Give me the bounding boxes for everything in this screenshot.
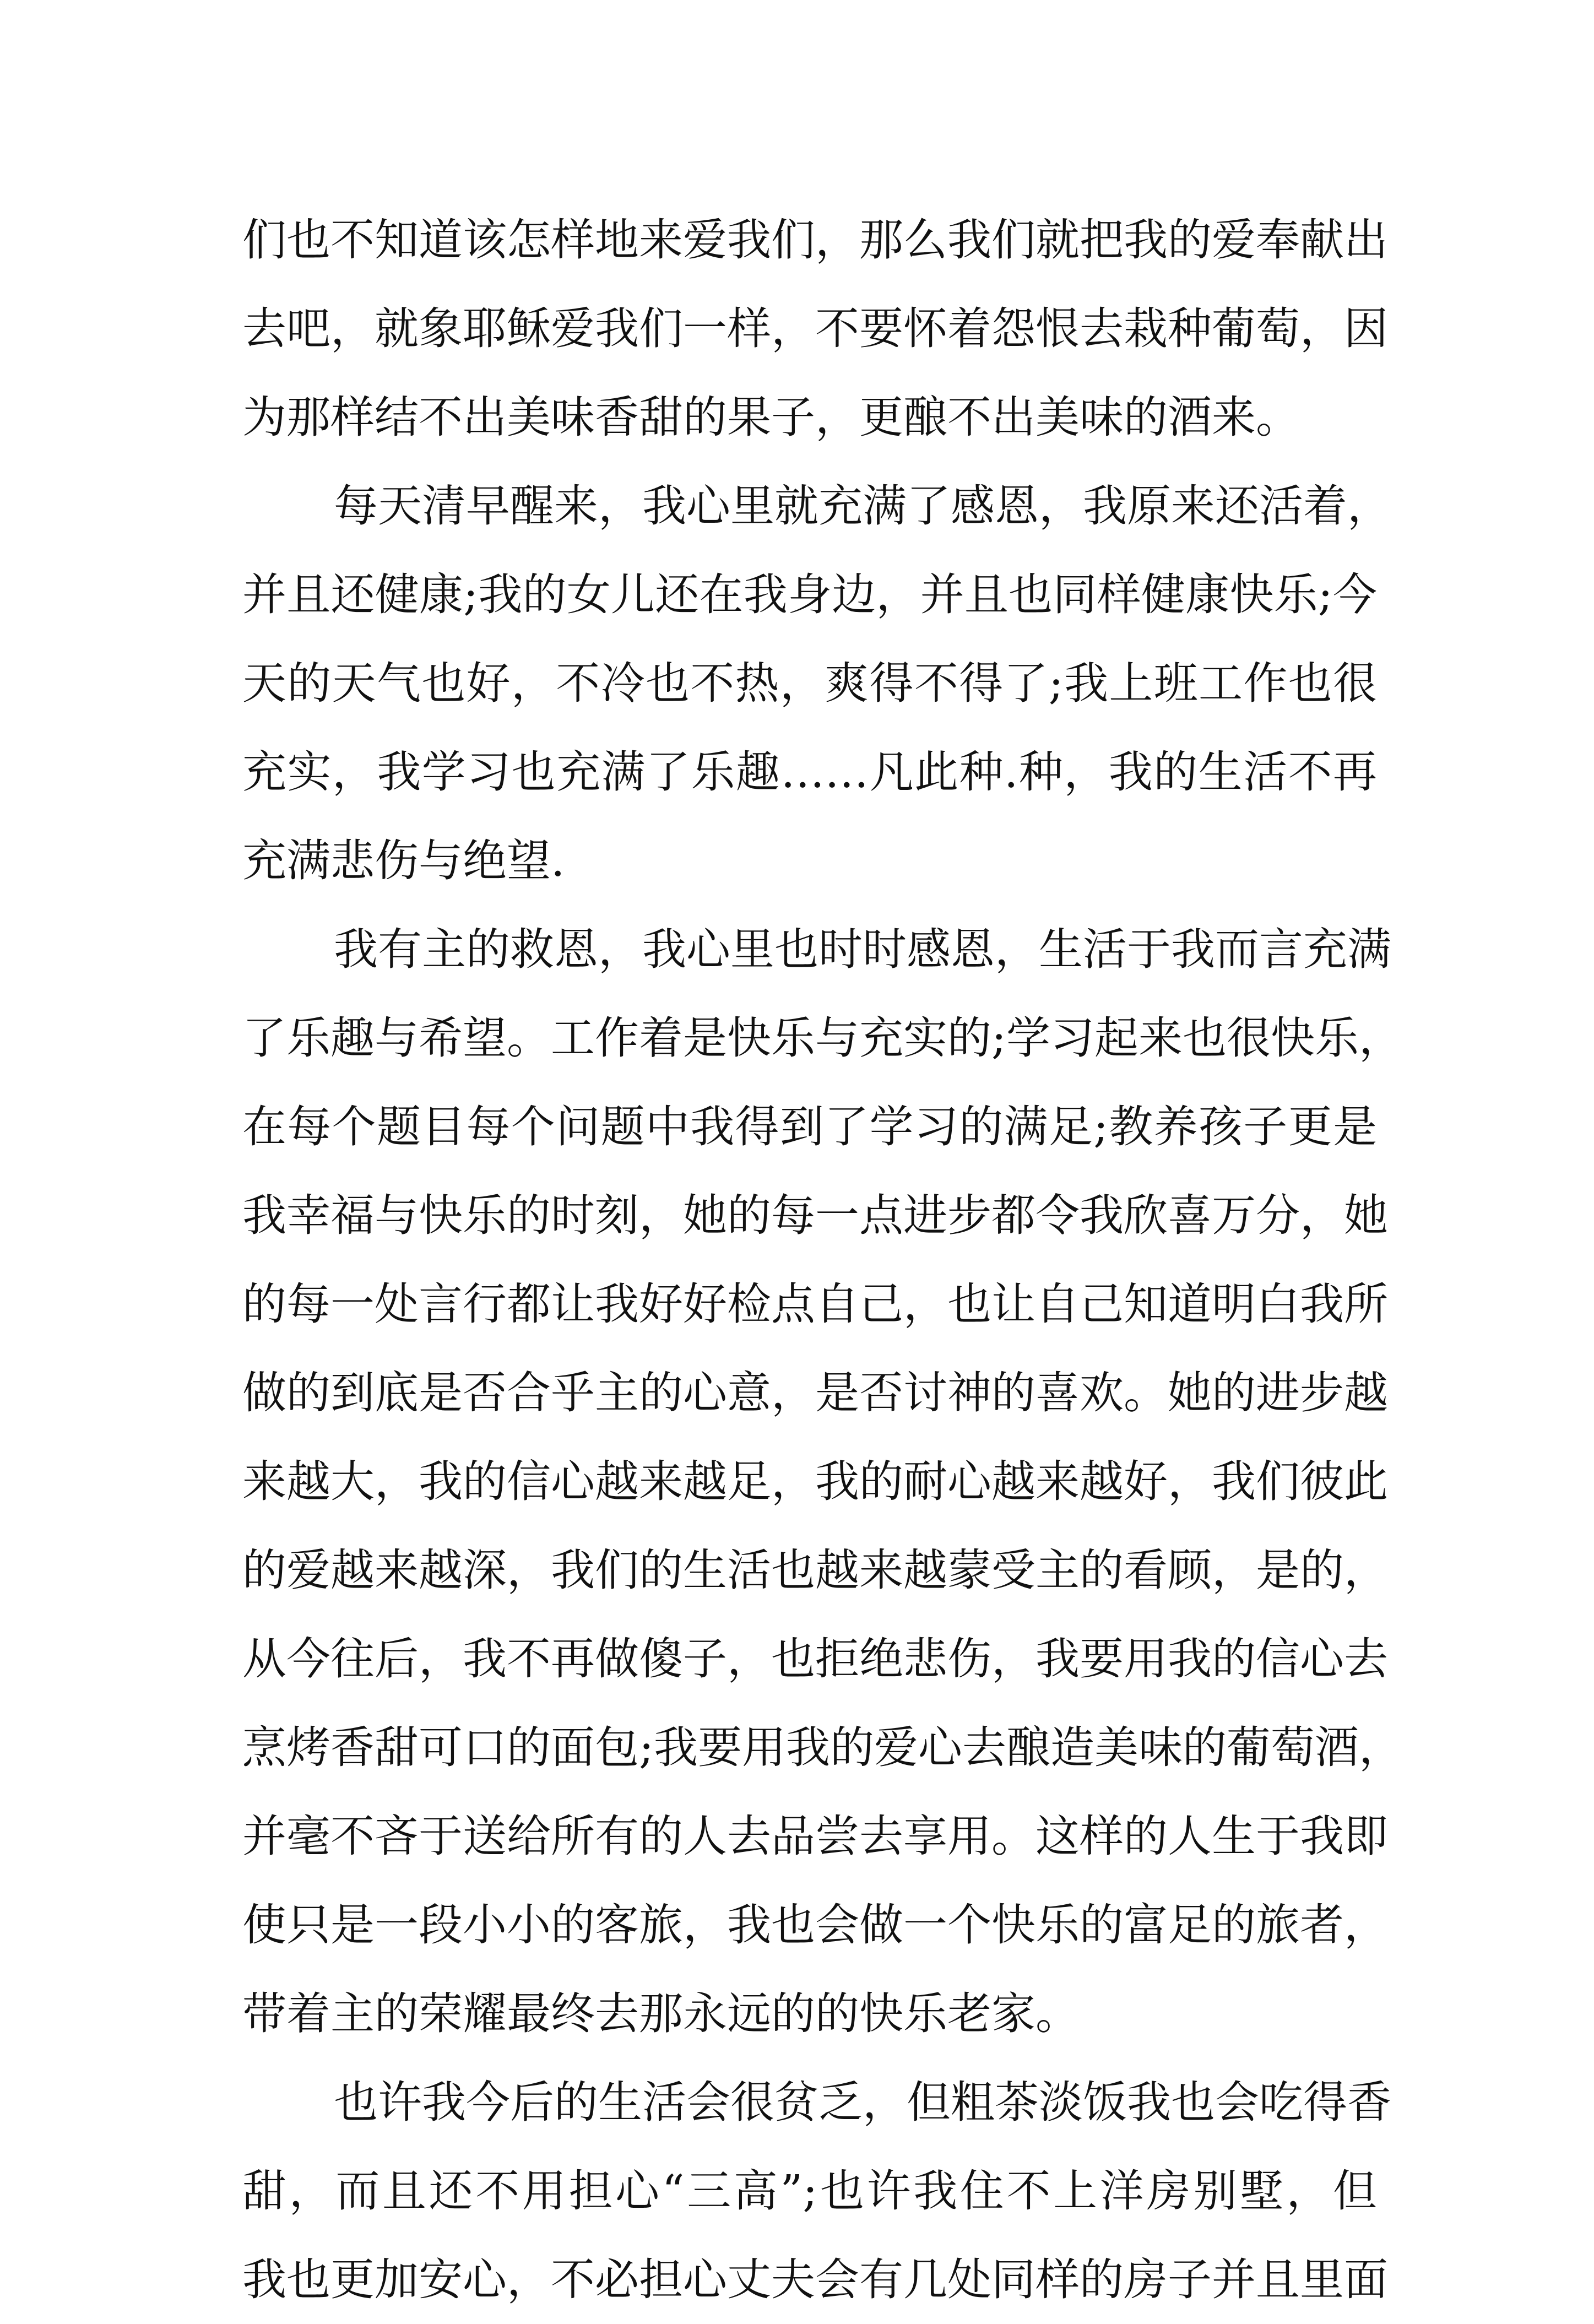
paragraph xyxy=(242,2058,1391,2324)
text-line: 的每一处言行都让我好好检点自己，也让自己知道明白我所 xyxy=(242,1279,1388,1330)
text-line: 的爱越来越深，我们的生活也越来越蒙受主的看顾，是的， xyxy=(242,1545,1388,1596)
text-line: 我有主的救恩，我心里也时时感恩，生活于我而言充满 xyxy=(334,924,1391,975)
text-line: 在每个题目每个问题中我得到了学习的满足;教养孩子更是 xyxy=(242,1101,1377,1152)
text-line: 来越大，我的信心越来越足，我的耐心越来越好，我们彼此 xyxy=(242,1456,1388,1507)
text-line: 每天清早醒来，我心里就充满了感恩，我原来还活着， xyxy=(334,480,1391,532)
text-line: 甜，而且还不用担心“三高”;也许我住不上洋房别墅，但 xyxy=(242,2165,1377,2217)
paragraph xyxy=(242,905,1403,2058)
text-line: 从今往后，我不再做傻子，也拒绝悲伤，我要用我的信心去 xyxy=(242,1633,1388,1684)
text-line: 使只是一段小小的客旅，我也会做一个快乐的富足的旅者， xyxy=(242,1899,1388,1951)
document-body xyxy=(242,196,1403,2324)
text-line: 烹烤香甜可口的面包;我要用我的爱心去酿造美味的葡萄酒， xyxy=(242,1722,1403,1773)
paragraph xyxy=(242,462,1391,905)
text-line: 们也不知道该怎样地来爱我们，那么我们就把我的爱奉献出 xyxy=(242,214,1388,266)
text-line: 天的天气也好，不冷也不热，爽得不得了;我上班工作也很 xyxy=(242,658,1377,709)
text-line: 并毫不吝于送给所有的人去品尝去享用。这样的人生于我即 xyxy=(242,1811,1388,1862)
text-line: 带着主的荣耀最终去那永远的的快乐老家。 xyxy=(242,1988,1080,2039)
text-line: 充满悲伤与绝望. xyxy=(242,835,565,886)
text-line: 了乐趣与希望。工作着是快乐与充实的;学习起来也很快乐， xyxy=(242,1012,1403,1064)
text-line: 也许我今后的生活会很贫乏，但粗茶淡饭我也会吃得香 xyxy=(334,2077,1391,2128)
text-line: 我幸福与快乐的时刻，她的每一点进步都令我欣喜万分，她 xyxy=(242,1190,1388,1241)
paragraph xyxy=(242,196,1388,462)
text-line: 去吧，就象耶稣爱我们一样，不要怀着怨恨去栽种葡萄，因 xyxy=(242,303,1388,354)
text-line: 并且还健康;我的女儿还在我身边，并且也同样健康快乐;今 xyxy=(242,569,1377,620)
text-line: 充实，我学习也充满了乐趣……凡此种.种，我的生活不再 xyxy=(242,746,1377,798)
text-line: 做的到底是否合乎主的心意，是否讨神的喜欢。她的进步越 xyxy=(242,1367,1388,1418)
text-line: 为那样结不出美味香甜的果子，更酿不出美味的酒来。 xyxy=(242,392,1300,443)
text-line: 我也更加安心，不必担心丈夫会有几处同样的房子并且里面 xyxy=(242,2254,1388,2305)
